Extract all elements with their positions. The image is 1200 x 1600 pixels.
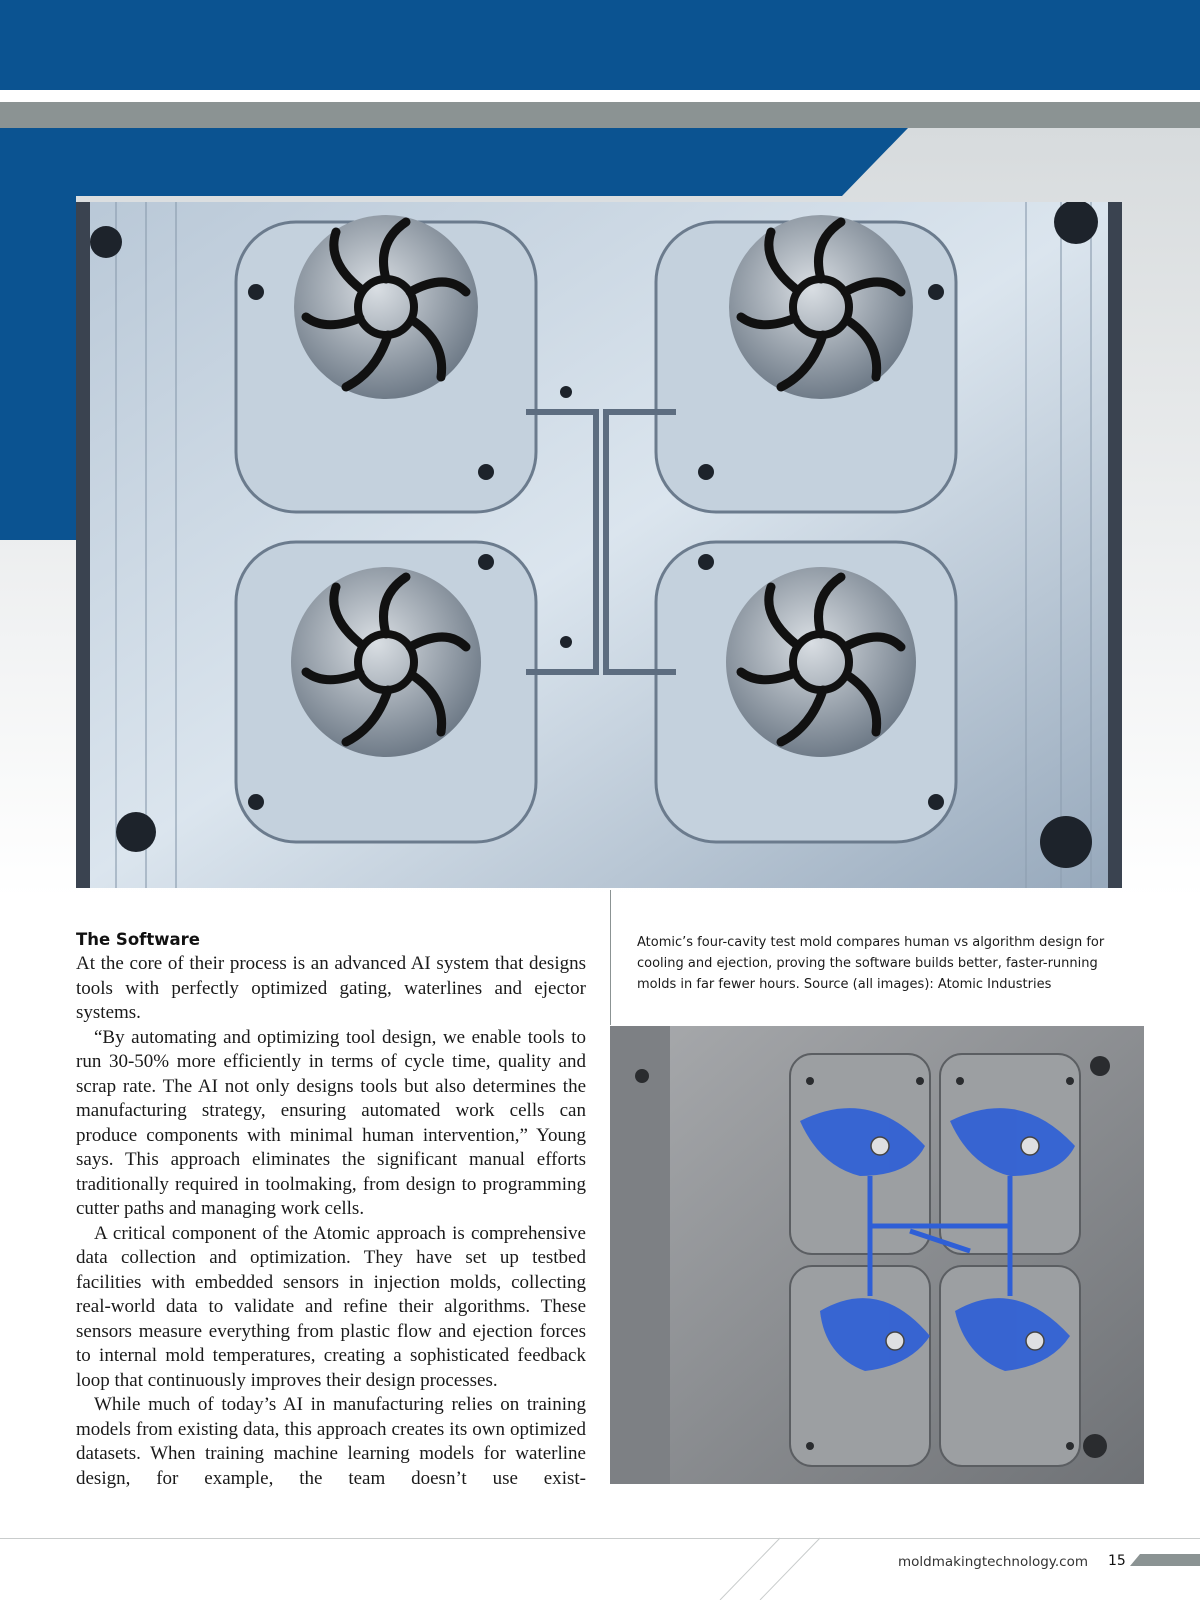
section-heading: The Software — [76, 930, 200, 949]
mold-photo — [76, 202, 1122, 888]
article-paragraph: While much of today’s AI in manufacturing relies on training models from existing data, this approach creates its own optimized datasets. When training machine learning models for waterline design, for example, the team doesn’t use exist- — [76, 1394, 586, 1489]
footer-url: moldmakingtechnology.com — [897, 1554, 1088, 1570]
page-number: 15 — [1108, 1553, 1126, 1569]
mold-render-image — [610, 1026, 1144, 1484]
article-body — [76, 928, 586, 1491]
article-paragraph: A critical component of the Atomic approach is comprehensive data collection and optimization. They have set up testbed facilities with embedded sensors in injection molds, collecting real-world data to validate and refine their algorithms. These sensors measure everything from plastic flow and ejection forces to internal mold temperatures, creating a sophisticated feedback loop that continuously improves their design processes. — [76, 1222, 586, 1391]
column-divider — [610, 890, 611, 1025]
article-paragraph: At the core of their process is an advanced AI system that designs tools with perfectly optimized gating, waterlines and ejector systems. — [76, 953, 586, 1023]
article-paragraph: “By automating and optimizing tool design, we enable tools to run 30-50% more efficiently in terms of cycle time, quality and scrap rate. The AI not only designs tools but also determines the manufacturing strategy, ensuring automated work cells can produce components with minimal human intervention,” Young says. This approach eliminates the significant manual efforts traditionally required in toolmaking, from design to programming cutter paths and managing work cells. — [76, 1026, 586, 1219]
photo-caption: Atomic’s four-cavity test mold compares human vs algorithm design for cooling and ejection, proving the software builds better, faster-running molds in far fewer hours. Source (all images): Atomic Industries — [637, 935, 1105, 992]
